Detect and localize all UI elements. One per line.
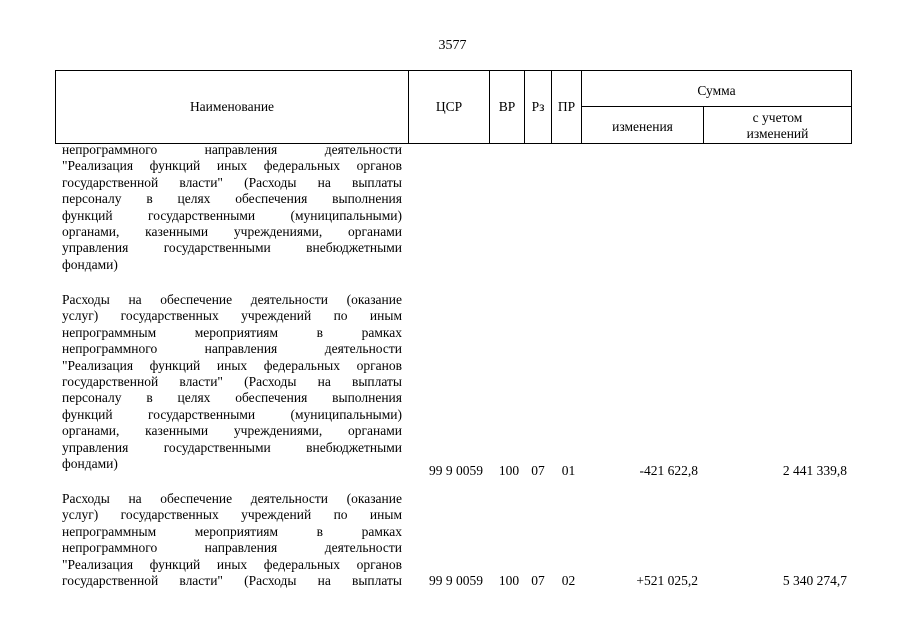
header-right-border: [851, 70, 852, 144]
row-2-name-line: услуг) государственных учреждений по иным: [62, 308, 402, 324]
header-name: Наименование: [189, 99, 275, 114]
row-2-name-line: Расходы на обеспечение деятельности (оказание: [62, 292, 402, 307]
header-vr: ВР: [498, 99, 516, 114]
row-3-rz: 07: [531, 573, 545, 588]
row-3-vr: 100: [498, 573, 520, 588]
page-number: 3577: [438, 38, 467, 53]
row-3-name-line: непрограммного направления деятельности: [62, 540, 402, 556]
header-rz: Рз: [531, 99, 545, 114]
row-3-name-line: государственной власти" (Расходы на выплаты: [62, 572, 402, 588]
row-1-name-line: функций государственными (муниципальными): [62, 207, 402, 223]
row-1-name-line: органами, казенными учреждениями, органами: [62, 223, 402, 239]
row-3-name: [62, 491, 402, 589]
row-3-csr: 99 9 0059: [429, 573, 483, 588]
row-2-csr: 99 9 0059: [429, 463, 483, 478]
row-3-name-line: "Реализация функций иных федеральных органов: [62, 556, 402, 572]
row-3-name-line: непрограммным мероприятиям в рамках: [62, 523, 402, 539]
row-2-pr: 01: [561, 463, 576, 478]
row-1-name-line: управления государственными внебюджетными: [62, 240, 402, 256]
header-with-change-line1: с учетом: [752, 110, 803, 125]
row-2-change: -421 622,8: [639, 463, 698, 478]
row-2-name-line: государственной власти" (Расходы на выплаты: [62, 373, 402, 389]
row-1-name-line: государственной власти" (Расходы на выплаты: [62, 174, 402, 190]
row-2-name-line: "Реализация функций иных федеральных органов: [62, 357, 402, 373]
row-1-name: [62, 142, 402, 273]
row-3-name-line: услуг) государственных учреждений по иным: [62, 507, 402, 523]
row-1-name-line: фондами): [62, 256, 118, 272]
row-2-name: [62, 292, 402, 472]
header-change: изменения: [612, 119, 673, 134]
row-2-name-line: фондами): [62, 455, 118, 471]
row-2-name-line: непрограммного направления деятельности: [62, 341, 402, 357]
row-1-name-line: непрограммного направления деятельности: [62, 142, 402, 157]
header-csr: ЦСР: [435, 99, 463, 114]
header-sum: Сумма: [697, 83, 736, 98]
row-2-name-line: органами, казенными учреждениями, органами: [62, 423, 402, 439]
row-2-total: 2 441 339,8: [782, 463, 847, 478]
header-with-change-line2: изменений: [746, 126, 809, 141]
row-1-name-line: персоналу в целях обеспечения выполнения: [62, 191, 402, 207]
header-top-border: [55, 70, 852, 71]
sum-subheader-divider: [581, 106, 852, 107]
row-2-rz: 07: [531, 463, 545, 478]
row-2-name-line: управления государственными внебюджетными: [62, 439, 402, 455]
row-2-vr: 100: [498, 463, 520, 478]
row-2-name-line: функций государственными (муниципальными): [62, 406, 402, 422]
row-1-name-line: "Реализация функций иных федеральных органов: [62, 158, 402, 174]
row-3-total: 5 340 274,7: [782, 573, 847, 588]
row-2-name-line: непрограммным мероприятиям в рамках: [62, 324, 402, 340]
row-2-name-line: персоналу в целях обеспечения выполнения: [62, 390, 402, 406]
header-pr: ПР: [557, 99, 576, 114]
row-3-name-line: Расходы на обеспечение деятельности (оказание: [62, 491, 402, 506]
row-3-pr: 02: [561, 573, 576, 588]
row-3-change: +521 025,2: [636, 573, 698, 588]
